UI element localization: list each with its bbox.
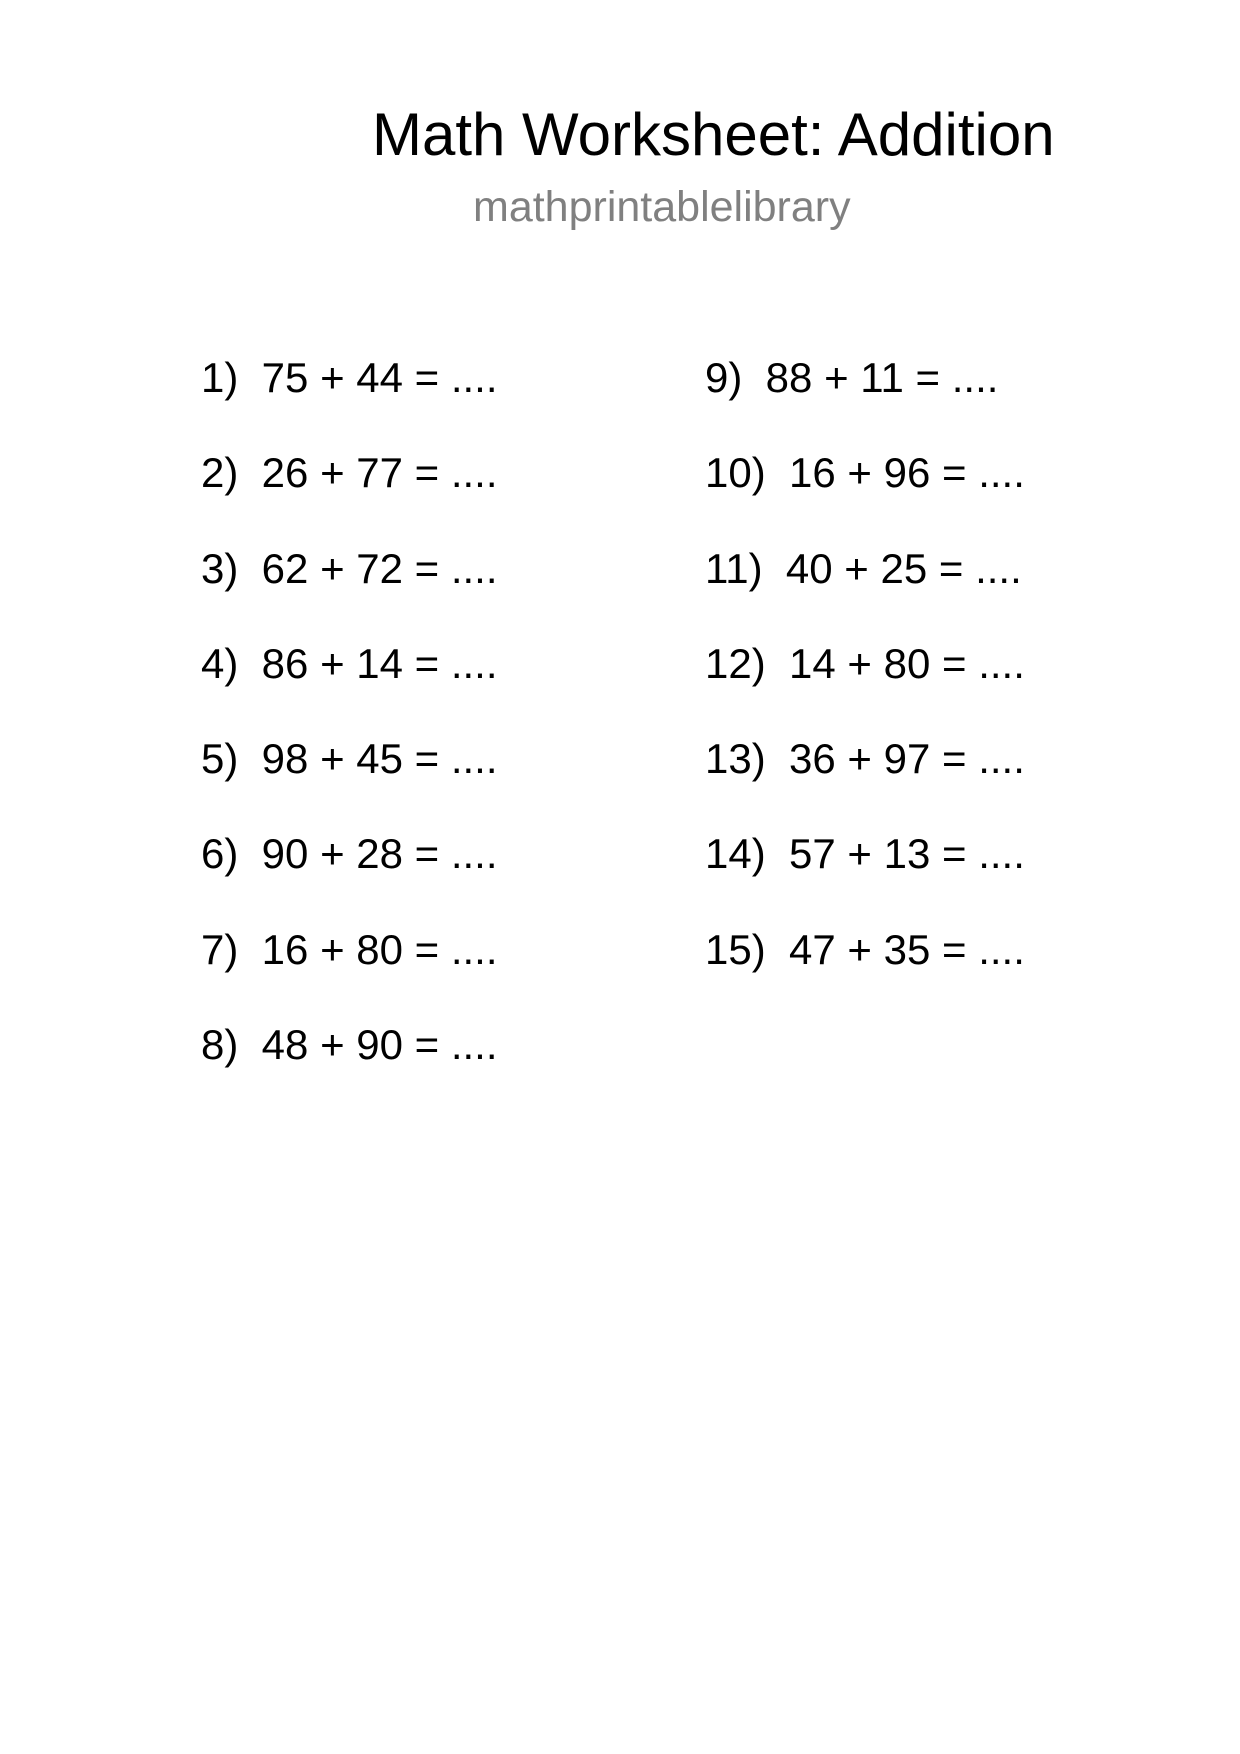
problem-item <box>201 1015 498 1110</box>
problem-item <box>201 824 498 919</box>
problems-column-right <box>705 348 1025 1015</box>
problem-text: 15) 47 + 35 = .... <box>705 925 1025 973</box>
problem-item <box>201 348 498 443</box>
problem-item <box>705 443 1025 538</box>
problem-item <box>201 920 498 1015</box>
problem-item <box>201 443 498 538</box>
problem-text: 4) 86 + 14 = .... <box>201 639 498 687</box>
problem-item <box>201 729 498 824</box>
problem-text: 2) 26 + 77 = .... <box>201 449 498 497</box>
problem-item <box>705 539 1025 634</box>
problem-text: 6) 90 + 28 = .... <box>201 830 498 878</box>
problem-text: 8) 48 + 90 = .... <box>201 1021 498 1069</box>
problem-item <box>705 920 1025 1015</box>
problem-text: 3) 62 + 72 = .... <box>201 544 498 592</box>
problem-text: 13) 36 + 97 = .... <box>705 735 1025 783</box>
problem-text: 7) 16 + 80 = .... <box>201 925 498 973</box>
problem-item <box>705 348 1025 443</box>
problem-text: 12) 14 + 80 = .... <box>705 639 1025 687</box>
problem-item <box>705 634 1025 729</box>
problems-column-left <box>201 348 498 1110</box>
page-subtitle: mathprintablelibrary <box>473 183 851 231</box>
page-title: Math Worksheet: Addition <box>372 101 1055 168</box>
problem-item <box>201 539 498 634</box>
problem-item <box>705 824 1025 919</box>
problem-text: 1) 75 + 44 = .... <box>201 354 498 401</box>
problem-text: 11) 40 + 25 = .... <box>705 544 1022 592</box>
problem-item <box>201 634 498 729</box>
problem-text: 14) 57 + 13 = .... <box>705 830 1025 878</box>
problem-item <box>705 729 1025 824</box>
problem-text: 9) 88 + 11 = .... <box>705 354 999 401</box>
problem-text: 5) 98 + 45 = .... <box>201 735 498 783</box>
problem-text: 10) 16 + 96 = .... <box>705 449 1025 497</box>
